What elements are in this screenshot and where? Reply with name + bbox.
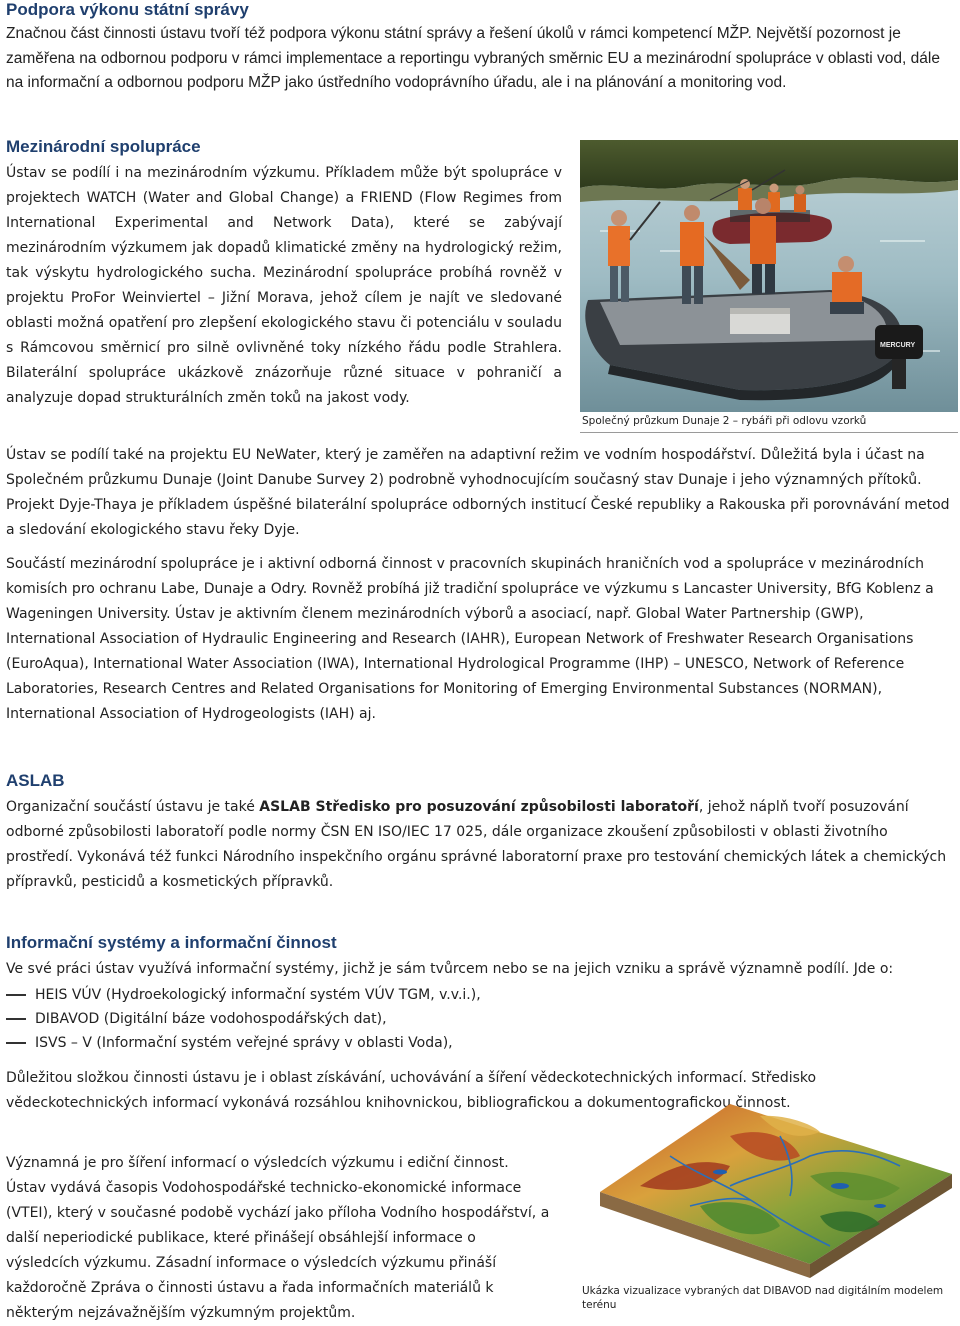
section-heading-information-systems: Informační systémy a informační činnost (6, 933, 337, 952)
dash-bullet-icon (6, 994, 26, 996)
danube-survey-photo (580, 140, 958, 412)
photo-caption: Společný průzkum Dunaje 2 – rybáři při odlovu vzorků (582, 415, 867, 427)
list-item: HEIS VÚV (Hydroekologický informační systém VÚV TGM, v.v.i.), (6, 983, 706, 1007)
caption-divider (580, 432, 958, 433)
map-caption: Ukázka vizualizace vybraných dat DIBAVOD nad digitálním modelem terénu (582, 1285, 944, 1311)
international-paragraph-3: Součástí mezinárodní spolupráce je i aktivní odborná činnost v pracovních skupinách hraničních vod a spolupráce v mezinárodních komisích pro ochranu Labe, Dunaje a Odry. Rovněž probíhá již tradiční spolupráce ve výzkumu s Lancaster University, BfG Koblenz a Wageningen University. Ústav je aktivním členem mezinárodních výborů a asociací, např. Global Water Partnership (GWP), International Association of Hydraulic Engineering and Research (IAHR), European Network of Freshwater Research Organisations (EuroAqua), International Water Association (IWA), International Hydrological Programme (IHP) – UNESCO, Network of Reference Laboratories, Research Centres and Related Organisations for Monitoring of Emerging Environmental Substances (NORMAN), International Association of Hydrogeologists (IAH) aj. (6, 556, 934, 722)
information-systems-list (6, 983, 706, 1055)
dibavod-terrain-map (580, 1096, 958, 1280)
section-heading-international: Mezinárodní spolupráce (6, 137, 201, 156)
information-systems-intro: Ve své práci ústav využívá informační systémy, jichž je sám tvůrcem nebo se na jejich vzniku a správě významně podílí. Jde o: (6, 961, 894, 977)
dash-bullet-icon (6, 1018, 26, 1020)
aslab-paragraph: Organizační součástí ústavu je také ASLAB Středisko pro posuzování způsobilosti laboratoří, jehož náplň tvoří posuzování odborné způsobilosti laboratoří podle normy ČSN EN ISO/IEC 17 025, dále organizace zkoušení způsobilosti v oblasti životního prostředí. Vykonává též funkci Národního inspekčního orgánu správné laboratorní praxe pro testování chemických látek a chemických přípravků, pesticidů a kosmetických přípravků. (6, 799, 947, 890)
state-support-paragraph: Značnou část činnosti ústavu tvoří též podpora výkonu státní správy a řešení úkolů v rámci kompetencí MŽP. Největší pozornost je zaměřena na odbornou podporu v rámci implementace a reportingu vybraných směrnic EU a mezinárodní spolupráce v oblasti vod, dále na informační a odbornou podporu MŽP jako ústředního vodoprávního úřadu, ale i na plánování a monitoring vod. (6, 25, 940, 91)
international-paragraph-2: Ústav se podílí také na projektu EU NeWater, který je zaměřen na adaptivní režim ve vodním hospodářství. Důležitá byla i účast na Společném průzkumu Dunaje (Joint Danube Survey 2) podrobně vyhodnocujícím současný stav Dunaje i jeho významných přítoků. Projekt Dyje-Thaya je příkladem úspěšné bilaterální spolupráce odborných institucí České republiky a Rakouska při porovnávání metod a sledování ekologického stavu řeky Dyje. (6, 447, 950, 538)
list-item: DIBAVOD (Digitální báze vodohospodářských dat), (6, 1007, 706, 1031)
motor-brand-label: MERCURY (880, 342, 916, 349)
aslab-center-name: ASLAB Středisko pro posuzování způsobilosti laboratoří (259, 799, 699, 815)
section-heading-aslab: ASLAB (6, 771, 65, 790)
international-intro-paragraph: Ústav se podílí i na mezinárodním výzkumu. Příkladem může být spolupráce v projektech WATCH (Water and Global Change) a FRIEND (Flow Regimes from International Experimental and Network Data), které se zabývají mezinárodním výzkumem jak dopadů klimatické změny na hydrologický režim, tak výskytu hydrologického sucha. Mezinárodní spolupráce probíhá rovněž v projektu ProFor Weinviertel – Jižní Morava, jehož cílem je najít ve sledované oblasti možná opatření pro zlepšení ekologického stavu či potenciálu v souladu s Rámcovou směrnicí pro silně ovlivněné toky nízkého řádu podle Strahlera. Bilaterální spolupráce ukázkově znázorňuje různé situace v pohraničí a analyzuje dopad strukturálních změn toků na jakost vody. (6, 165, 562, 406)
section-heading-state-support: Podpora výkonu státní správy (6, 0, 249, 19)
information-paragraph-2: Důležitou složkou činnosti ústavu je i oblast získávání, uchovávání a šíření vědeckotechnických informací. Středisko vědeckotechnických informací vykonává rozsáhlou knihovnickou, bibliografickou a dokumentografickou činnost. (6, 1070, 817, 1111)
dash-bullet-icon (6, 1042, 26, 1044)
list-item: ISVS – V (Informační systém veřejné správy v oblasti Voda), (6, 1031, 706, 1055)
information-paragraph-3: Významná je pro šíření informací o výsledcích výzkumu i ediční činnost. Ústav vydává časopis Vodohospodářské technicko-ekonomické informace (VTEI), který v současné podobě vychází jako příloha Vodního hospodářství, a další neperiodické publikace, které přinášejí obsáhlejší informace o výsledcích výzkumu. Zásadní informace o výsledcích výzkumu přináší každoročně Zpráva o činnosti ústavu a řada informačních materiálů k některým nejzávažnějším výzkumným projektům. (6, 1155, 550, 1321)
